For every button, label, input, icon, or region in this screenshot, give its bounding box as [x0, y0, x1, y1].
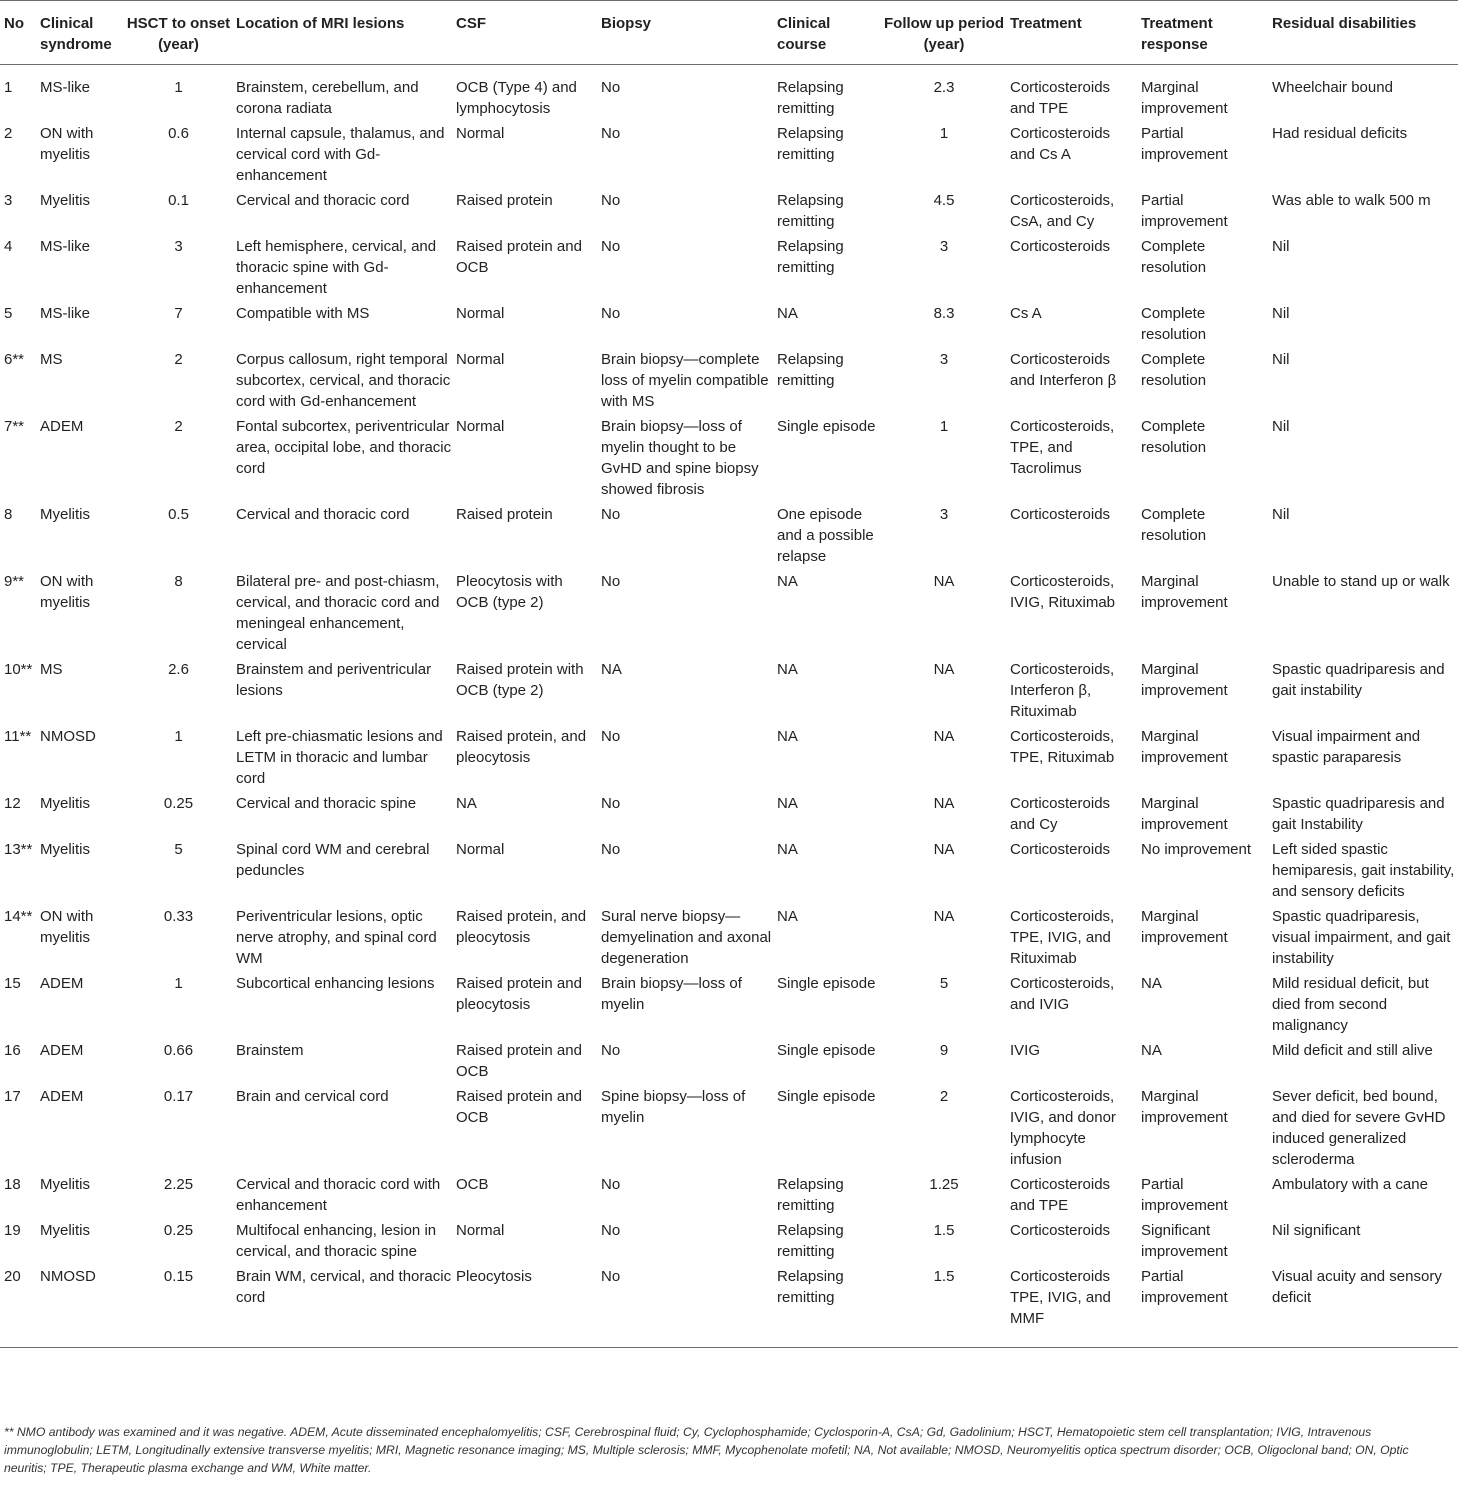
cell-follow-up: NA: [933, 908, 955, 925]
cell-treatment-response: Marginal improvement: [1141, 1088, 1228, 1126]
table-row: [0, 1038, 1458, 1084]
cell-clinical-syndrome: Myelitis: [40, 795, 91, 812]
cell-treatment: Corticosteroids, Interferon β, Rituximab: [1010, 661, 1115, 720]
table-row: [0, 904, 1458, 971]
cell-residual-disabilities: Wheelchair bound: [1272, 79, 1393, 96]
table-row: [0, 347, 1458, 414]
cell-biopsy: No: [601, 305, 621, 322]
cell-hsct-to-onset: 3: [174, 238, 183, 255]
cell-hsct-to-onset: 0.25: [163, 1222, 194, 1239]
cell-mri-lesions: Brainstem, cerebellum, and corona radiata: [236, 79, 419, 117]
cell-follow-up: 3: [939, 506, 949, 523]
cell-no: 13**: [4, 841, 33, 858]
cell-follow-up: 5: [939, 975, 949, 992]
cell-mri-lesions: Fontal subcortex, periventricular area, occipital lobe, and thoracic cord: [236, 418, 452, 477]
cell-csf: NA: [456, 795, 477, 812]
cell-no: 16: [4, 1042, 21, 1059]
cell-mri-lesions: Brainstem and periventricular lesions: [236, 661, 432, 699]
table-row: [0, 121, 1458, 188]
cell-hsct-to-onset: 7: [174, 305, 183, 322]
cell-csf: Normal: [456, 418, 505, 435]
cell-residual-disabilities: Mild deficit and still alive: [1272, 1042, 1433, 1059]
cell-residual-disabilities: Left sided spastic hemiparesis, gait instability, and sensory deficits: [1272, 841, 1455, 900]
cell-no: 2: [4, 125, 13, 142]
cell-hsct-to-onset: 1: [174, 975, 183, 992]
cell-biopsy: No: [601, 573, 621, 590]
cell-treatment: Corticosteroids, TPE, and Tacrolimus: [1010, 418, 1115, 477]
cell-follow-up: NA: [933, 661, 955, 678]
cell-no: 20: [0, 1264, 36, 1348]
table-row: [0, 791, 1458, 837]
cell-clinical-syndrome: Myelitis: [40, 506, 91, 523]
table-row: [0, 301, 1458, 347]
cell-clinical-course: Relapsing remitting: [777, 192, 844, 230]
table-row: [0, 569, 1458, 657]
cell-clinical-course: NA: [777, 573, 798, 590]
table-row: [0, 65, 1458, 122]
cell-treatment-response: Complete resolution: [1141, 238, 1207, 276]
cell-clinical-course: NA: [777, 841, 798, 858]
cell-clinical-syndrome: Myelitis: [40, 1222, 91, 1239]
cell-clinical-course: NA: [777, 728, 798, 745]
cell-mri-lesions: Compatible with MS: [236, 305, 370, 322]
cell-csf: Raised protein: [456, 192, 553, 209]
cell-treatment-response: Complete resolution: [1141, 506, 1207, 544]
cell-follow-up: NA: [933, 728, 955, 745]
cell-biopsy: No: [601, 841, 621, 858]
cell-no: 6**: [4, 351, 25, 368]
cell-biopsy: Brain biopsy—loss of myelin: [601, 975, 742, 1013]
cell-biopsy: Spine biopsy—loss of myelin: [601, 1088, 746, 1126]
cell-csf: Pleocytosis: [452, 1264, 597, 1348]
cell-no: 14**: [4, 908, 33, 925]
cell-residual-disabilities: Spastic quadriparesis and gait instability: [1272, 661, 1445, 699]
cell-clinical-syndrome: ADEM: [40, 1042, 84, 1059]
cell-follow-up: 3: [939, 351, 949, 368]
cell-residual-disabilities: Nil significant: [1272, 1222, 1361, 1239]
cell-clinical-syndrome: MS: [40, 661, 63, 678]
table-row: [0, 1172, 1458, 1218]
cell-mri-lesions: Cervical and thoracic spine: [236, 795, 417, 812]
cell-csf: Raised protein and pleocytosis: [456, 975, 582, 1013]
cell-residual-disabilities: Spastic quadriparesis and gait Instability: [1272, 795, 1445, 833]
cell-treatment: Corticosteroids and Cy: [1010, 795, 1111, 833]
cell-mri-lesions: Cervical and thoracic cord with enhancement: [236, 1176, 441, 1214]
cell-csf: Raised protein, and pleocytosis: [456, 908, 587, 946]
col-header-mri-lesions: Location of MRI lesions: [232, 1, 452, 65]
cell-biopsy: No: [601, 238, 621, 255]
cell-no: 12: [4, 795, 21, 812]
cell-treatment: Corticosteroids TPE, IVIG, and MMF: [1006, 1264, 1137, 1348]
cell-clinical-course: Single episode: [777, 1088, 876, 1105]
cell-hsct-to-onset: 0.66: [163, 1042, 194, 1059]
table-row: [0, 724, 1458, 791]
cell-mri-lesions: Multifocal enhancing, lesion in cervical, and thoracic spine: [236, 1222, 437, 1260]
cell-clinical-course: Relapsing remitting: [777, 79, 844, 117]
cell-mri-lesions: Spinal cord WM and cerebral peduncles: [236, 841, 430, 879]
cell-biopsy: No: [597, 1264, 773, 1348]
cell-residual-disabilities: Nil: [1272, 506, 1290, 523]
cell-mri-lesions: Brain WM, cervical, and thoracic cord: [232, 1264, 452, 1348]
cell-residual-disabilities: Nil: [1272, 238, 1290, 255]
cell-treatment-response: No improvement: [1141, 841, 1252, 858]
cell-no: 3: [4, 192, 13, 209]
cell-treatment: IVIG: [1010, 1042, 1041, 1059]
cell-residual-disabilities: Sever deficit, bed bound, and died for severe GvHD induced generalized scleroderma: [1272, 1088, 1446, 1168]
cell-clinical-syndrome: Myelitis: [40, 192, 91, 209]
cell-csf: Raised protein with OCB (type 2): [456, 661, 584, 699]
cell-clinical-syndrome: MS-like: [40, 79, 91, 96]
cell-csf: Normal: [456, 305, 505, 322]
cell-no: 5: [4, 305, 13, 322]
cell-follow-up: 3: [939, 238, 949, 255]
table-row: [0, 188, 1458, 234]
cell-no: 18: [4, 1176, 21, 1193]
cell-treatment-response: NA: [1141, 975, 1162, 992]
cell-hsct-to-onset: 2: [174, 351, 183, 368]
cell-biopsy: NA: [601, 661, 622, 678]
col-header-treatment: Treatment: [1006, 1, 1137, 65]
cell-treatment: Cs A: [1010, 305, 1042, 322]
cell-residual-disabilities: Nil: [1272, 418, 1290, 435]
cell-residual-disabilities: Had residual deficits: [1272, 125, 1408, 142]
cell-treatment: Corticosteroids: [1010, 238, 1111, 255]
cell-follow-up: 1: [939, 418, 949, 435]
cell-no: 8: [4, 506, 13, 523]
cell-residual-disabilities: Nil: [1272, 305, 1290, 322]
cell-csf: Raised protein and OCB: [456, 1088, 582, 1126]
cell-clinical-syndrome: MS-like: [40, 238, 91, 255]
cell-treatment-response: Complete resolution: [1141, 305, 1207, 343]
cell-clinical-course: NA: [777, 661, 798, 678]
col-header-biopsy: Biopsy: [597, 1, 773, 65]
cell-treatment: Corticosteroids and Cs A: [1010, 125, 1111, 163]
cell-mri-lesions: Bilateral pre- and post-chiasm, cervical, and thoracic cord and meningeal enhancement, cervical: [236, 573, 440, 653]
cell-clinical-syndrome: MS: [40, 351, 63, 368]
cell-residual-disabilities: Visual acuity and sensory deficit: [1268, 1264, 1458, 1348]
cell-treatment: Corticosteroids, TPE, IVIG, and Rituximab: [1010, 908, 1115, 967]
table-row: [0, 837, 1458, 904]
cell-hsct-to-onset: 0.5: [168, 506, 189, 523]
cell-residual-disabilities: Was able to walk 500 m: [1272, 192, 1431, 209]
cell-residual-disabilities: Unable to stand up or walk: [1272, 573, 1450, 590]
cell-csf: Pleocytosis with OCB (type 2): [456, 573, 563, 611]
table-row: [0, 1264, 1458, 1348]
cell-residual-disabilities: Nil: [1272, 351, 1290, 368]
cell-mri-lesions: Subcortical enhancing lesions: [236, 975, 435, 992]
cell-treatment: Corticosteroids, IVIG, and donor lymphocyte infusion: [1010, 1088, 1116, 1168]
cell-treatment-response: Complete resolution: [1141, 418, 1207, 456]
cell-hsct-to-onset: 1: [174, 79, 183, 96]
col-header-clinical-syndrome: Clinical syndrome: [36, 1, 121, 65]
cell-hsct-to-onset: 8: [174, 573, 183, 590]
cell-treatment: Corticosteroids: [1010, 1222, 1111, 1239]
cell-follow-up: 1: [939, 125, 949, 142]
cell-clinical-course: Relapsing remitting: [777, 351, 844, 389]
cell-follow-up: 1.25: [929, 1176, 959, 1193]
cell-clinical-course: Relapsing remitting: [773, 1264, 878, 1348]
cell-biopsy: No: [601, 1042, 621, 1059]
cell-treatment: Corticosteroids and Interferon β: [1010, 351, 1117, 389]
cell-biopsy: No: [601, 506, 621, 523]
cell-clinical-syndrome: ADEM: [40, 975, 84, 992]
cell-mri-lesions: Brain and cervical cord: [236, 1088, 389, 1105]
table-row: [0, 1084, 1458, 1172]
cell-treatment: Corticosteroids and TPE: [1010, 1176, 1111, 1214]
cell-no: 1: [4, 79, 13, 96]
cell-treatment-response: Partial improvement: [1141, 1176, 1228, 1214]
cell-csf: Raised protein, and pleocytosis: [456, 728, 587, 766]
cell-treatment-response: Partial improvement: [1141, 192, 1228, 230]
cell-clinical-syndrome: NMOSD: [40, 728, 96, 745]
cell-mri-lesions: Cervical and thoracic cord: [236, 506, 410, 523]
cell-hsct-to-onset: 1: [174, 728, 183, 745]
cell-follow-up: 2: [939, 1088, 949, 1105]
cell-clinical-syndrome: ON with myelitis: [40, 908, 94, 946]
table-row: [0, 414, 1458, 502]
col-header-treatment-response: Treatment response: [1137, 1, 1268, 65]
cell-hsct-to-onset: 2.25: [163, 1176, 194, 1193]
cell-treatment-response: Marginal improvement: [1141, 795, 1228, 833]
cell-clinical-syndrome: Myelitis: [40, 841, 91, 858]
cell-biopsy: No: [601, 125, 621, 142]
cell-clinical-syndrome: ADEM: [40, 418, 84, 435]
cell-clinical-syndrome: MS-like: [40, 305, 91, 322]
table-row: [0, 971, 1458, 1038]
cell-mri-lesions: Corpus callosum, right temporal subcortex, cervical, and thoracic cord with Gd-enhancement: [236, 351, 451, 410]
cell-mri-lesions: Left hemisphere, cervical, and thoracic spine with Gd-enhancement: [236, 238, 437, 297]
cell-mri-lesions: Left pre-chiasmatic lesions and LETM in thoracic and lumbar cord: [236, 728, 443, 787]
cell-clinical-course: NA: [777, 305, 798, 322]
cell-mri-lesions: Cervical and thoracic cord: [236, 192, 410, 209]
cell-treatment-response: Partial improvement: [1137, 1264, 1268, 1348]
cell-csf: Normal: [456, 1222, 505, 1239]
cell-residual-disabilities: Mild residual deficit, but died from second malignancy: [1272, 975, 1429, 1034]
cell-clinical-syndrome: ON with myelitis: [40, 573, 94, 611]
col-header-hsct-to-onset: HSCT to onset (year): [121, 1, 232, 65]
cell-biopsy: Sural nerve biopsy—demyelination and axonal degeneration: [601, 908, 772, 967]
cell-no: 4: [4, 238, 13, 255]
cell-csf: Normal: [456, 351, 505, 368]
cell-follow-up: NA: [933, 795, 955, 812]
cell-hsct-to-onset: 0.15: [121, 1264, 232, 1348]
cell-treatment-response: Marginal improvement: [1141, 573, 1228, 611]
cell-clinical-course: Relapsing remitting: [777, 1176, 844, 1214]
cell-clinical-course: Relapsing remitting: [777, 125, 844, 163]
cell-clinical-course: One episode and a possible relapse: [777, 506, 874, 565]
table-row: [0, 234, 1458, 301]
cell-follow-up: 2.3: [933, 79, 955, 96]
cell-csf: Normal: [456, 841, 505, 858]
cell-no: 7**: [4, 418, 25, 435]
cell-follow-up: NA: [933, 573, 955, 590]
cell-mri-lesions: Periventricular lesions, optic nerve atrophy, and spinal cord WM: [236, 908, 437, 967]
cell-clinical-syndrome: NMOSD: [36, 1264, 121, 1348]
cell-follow-up: 1.5: [878, 1264, 1006, 1348]
cell-treatment: Corticosteroids, CsA, and Cy: [1010, 192, 1115, 230]
cell-csf: OCB (Type 4) and lymphocytosis: [456, 79, 577, 117]
cell-clinical-course: Single episode: [777, 418, 876, 435]
cell-hsct-to-onset: 0.17: [163, 1088, 194, 1105]
cell-clinical-course: Single episode: [777, 975, 876, 992]
cell-follow-up: 1.5: [933, 1222, 955, 1239]
cell-treatment-response: Marginal improvement: [1141, 728, 1228, 766]
cell-residual-disabilities: Visual impairment and spastic paraparesis: [1272, 728, 1421, 766]
cell-follow-up: 4.5: [933, 192, 955, 209]
col-header-clinical-course: Clinical course: [773, 1, 878, 65]
table-footnote: ** NMO antibody was examined and it was negative. ADEM, Acute disseminated encephalomyelitis; CSF, Cerebrospinal fluid; Cy, Cyclophosphamide; Cyclosporin-A, CsA; Gd, Gadolinium; HSCT, Hematopoietic stem cell transplantation; IVIG, Intravenous immunoglobulin; LETM, Longitudinally extensive transverse myelitis; MRI, Magnetic resonance imaging; MS, Multiple sclerosis; MMF, Mycophenolate mofetil; NA, Not available; NMOSD, Neuromyelitis optica spectrum disorder; OCB, Oligoclonal band; ON, Optic neuritis; TPE, Therapeutic plasma exchange and WM, White matter.: [4, 1425, 1409, 1475]
cell-hsct-to-onset: 2.6: [168, 661, 189, 678]
cell-clinical-course: Relapsing remitting: [777, 1222, 844, 1260]
cell-biopsy: No: [601, 1176, 621, 1193]
cell-hsct-to-onset: 2: [174, 418, 183, 435]
table-body: [0, 65, 1458, 1348]
cell-biopsy: No: [601, 728, 621, 745]
cell-treatment-response: Partial improvement: [1141, 125, 1228, 163]
col-header-follow-up: Follow up period (year): [878, 1, 1006, 65]
cell-treatment: Corticosteroids, IVIG, Rituximab: [1010, 573, 1116, 611]
cell-treatment-response: Marginal improvement: [1141, 661, 1228, 699]
cell-treatment: Corticosteroids: [1010, 841, 1111, 858]
cell-residual-disabilities: Ambulatory with a cane: [1272, 1176, 1428, 1193]
cell-no: 19: [4, 1222, 21, 1239]
table-row: [0, 657, 1458, 724]
cell-hsct-to-onset: 0.25: [163, 795, 194, 812]
cell-clinical-course: NA: [777, 795, 798, 812]
cell-csf: OCB: [456, 1176, 489, 1193]
cell-csf: Raised protein: [456, 506, 553, 523]
cell-treatment: Corticosteroids, and IVIG: [1010, 975, 1115, 1013]
table-header-row: [0, 1, 1458, 65]
cell-biopsy: No: [601, 1222, 621, 1239]
col-header-residual-disabilities: Residual disabilities: [1268, 1, 1458, 65]
cell-treatment-response: Marginal improvement: [1141, 79, 1228, 117]
cell-clinical-syndrome: ADEM: [40, 1088, 84, 1105]
col-header-no: No: [0, 1, 36, 65]
cell-biopsy: No: [601, 79, 621, 96]
cell-biopsy: Brain biopsy—complete loss of myelin compatible with MS: [601, 351, 769, 410]
cell-csf: Normal: [456, 125, 505, 142]
cell-hsct-to-onset: 0.6: [168, 125, 189, 142]
cell-csf: Raised protein and OCB: [456, 238, 582, 276]
cell-follow-up: 8.3: [933, 305, 955, 322]
cell-no: 17: [4, 1088, 21, 1105]
table-row: [0, 502, 1458, 569]
cell-hsct-to-onset: 0.1: [168, 192, 189, 209]
cell-follow-up: 9: [939, 1042, 949, 1059]
cell-mri-lesions: Internal capsule, thalamus, and cervical cord with Gd-enhancement: [236, 125, 445, 184]
cell-no: 11**: [4, 728, 32, 745]
cell-mri-lesions: Brainstem: [236, 1042, 304, 1059]
cell-treatment-response: Complete resolution: [1141, 351, 1207, 389]
cell-clinical-course: NA: [777, 908, 798, 925]
cell-clinical-syndrome: ON with myelitis: [40, 125, 94, 163]
cell-hsct-to-onset: 5: [174, 841, 183, 858]
col-header-csf: CSF: [452, 1, 597, 65]
cell-no: 9**: [4, 573, 25, 590]
cell-treatment: Corticosteroids, TPE, Rituximab: [1010, 728, 1115, 766]
cell-residual-disabilities: Spastic quadriparesis, visual impairment, and gait instability: [1272, 908, 1451, 967]
cell-treatment-response: Marginal improvement: [1141, 908, 1228, 946]
cell-clinical-syndrome: Myelitis: [40, 1176, 91, 1193]
cell-biopsy: No: [601, 795, 621, 812]
cell-follow-up: NA: [933, 841, 955, 858]
cell-no: 15: [4, 975, 21, 992]
cell-biopsy: No: [601, 192, 621, 209]
cell-treatment-response: Significant improvement: [1141, 1222, 1228, 1260]
cell-clinical-course: Relapsing remitting: [777, 238, 844, 276]
cell-treatment: Corticosteroids: [1010, 506, 1111, 523]
cell-clinical-course: Single episode: [777, 1042, 876, 1059]
cell-biopsy: Brain biopsy—loss of myelin thought to be GvHD and spine biopsy showed fibrosis: [601, 418, 759, 498]
cell-no: 10**: [4, 661, 33, 678]
cell-hsct-to-onset: 0.33: [163, 908, 194, 925]
cell-csf: Raised protein and OCB: [456, 1042, 582, 1080]
cell-treatment-response: NA: [1141, 1042, 1162, 1059]
table-row: [0, 1218, 1458, 1264]
cell-treatment: Corticosteroids and TPE: [1010, 79, 1111, 117]
